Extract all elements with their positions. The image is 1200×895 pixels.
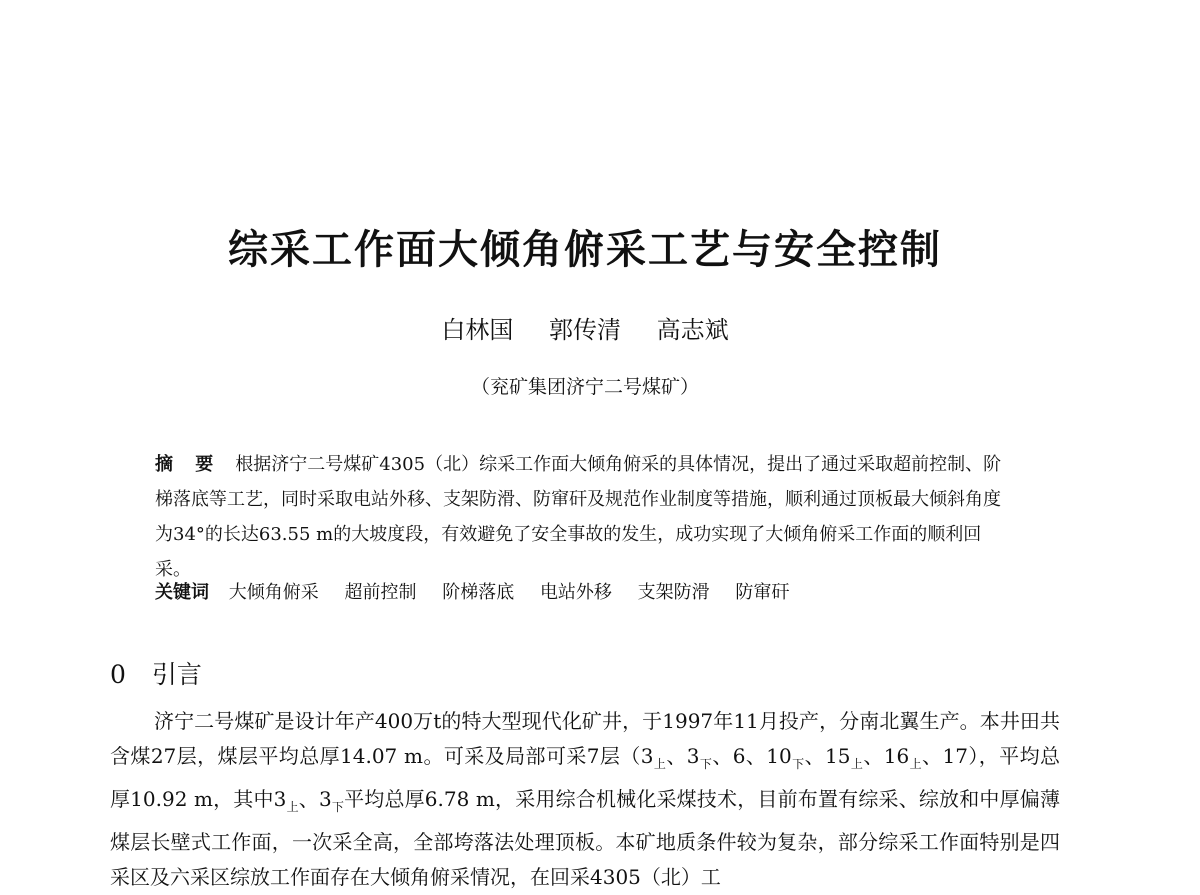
keyword: 支架防滑 xyxy=(637,582,710,603)
section-title: 引言 xyxy=(151,660,202,689)
body-text: 济宁二号煤矿是设计年产400万t的特大型现代化矿井，于1997年11月投产，分南北翼生产。本井田共含煤27层，煤层平均总厚14.07 m。可采及局部可采7层（3 xyxy=(110,709,1060,768)
subscript: 下 xyxy=(791,757,805,771)
body-text: 、16 xyxy=(863,744,910,768)
author-name: 白林国 xyxy=(441,316,514,344)
subscript: 上 xyxy=(286,800,299,814)
subscript: 下 xyxy=(699,757,713,771)
section-number: 0 xyxy=(110,660,126,689)
body-text: 、3 xyxy=(666,744,700,768)
body-text: 、6、10 xyxy=(712,744,792,768)
body-paragraph xyxy=(110,704,1060,895)
keyword: 电站外移 xyxy=(539,582,612,603)
subscript: 下 xyxy=(331,800,345,814)
author-name: 郭传清 xyxy=(549,316,621,344)
abstract xyxy=(155,447,1015,587)
subscript: 上 xyxy=(653,757,667,771)
body-text: 、15 xyxy=(804,744,851,768)
subscript: 上 xyxy=(850,757,864,771)
keywords xyxy=(155,575,1015,610)
author-list xyxy=(0,310,1170,345)
keywords-label: 关键词 xyxy=(155,582,209,603)
abstract-text: 根据济宁二号煤矿4305（北）综采工作面大倾角俯采的具体情况，提出了通过采取超前控制、阶梯落底等工艺，同时采取电站外移、支架防滑、防窜矸及规范作业制度等措施，顺利通过顶板最大倾斜角度为34°的长达63.55 m的大坡度段，有效避免了安全事故的发生，成功实现了大倾角俯采工作面的顺利回采。 xyxy=(155,454,1002,580)
body-text: 、3 xyxy=(298,787,332,811)
body-text: 、17），平均总厚10.92 m，其中3 xyxy=(110,744,1060,811)
section-heading xyxy=(110,655,202,691)
keyword: 大倾角俯采 xyxy=(228,582,319,603)
keyword: 阶梯落底 xyxy=(442,582,515,603)
abstract-label: 摘 要 xyxy=(155,454,222,475)
keyword: 防窜矸 xyxy=(735,582,790,603)
affiliation: （兖矿集团济宁二号煤矿） xyxy=(470,376,699,398)
keyword: 超前控制 xyxy=(344,582,417,603)
body-text: 平均总厚6.78 m，采用综合机械化采煤技术，目前布置有综采、综放和中厚偏薄煤层长壁式工作面，一次采全高，全部垮落法处理顶板。本矿地质条件较为复杂，部分综采工作面特别是四采区及六采区综放工作面存在大倾角俯采情况，在回采4305（北）工 xyxy=(110,787,1060,889)
subscript: 上 xyxy=(909,757,923,771)
author-name: 高志斌 xyxy=(656,316,729,344)
paper-title: 综采工作面大倾角俯采工艺与安全控制 xyxy=(228,226,942,273)
